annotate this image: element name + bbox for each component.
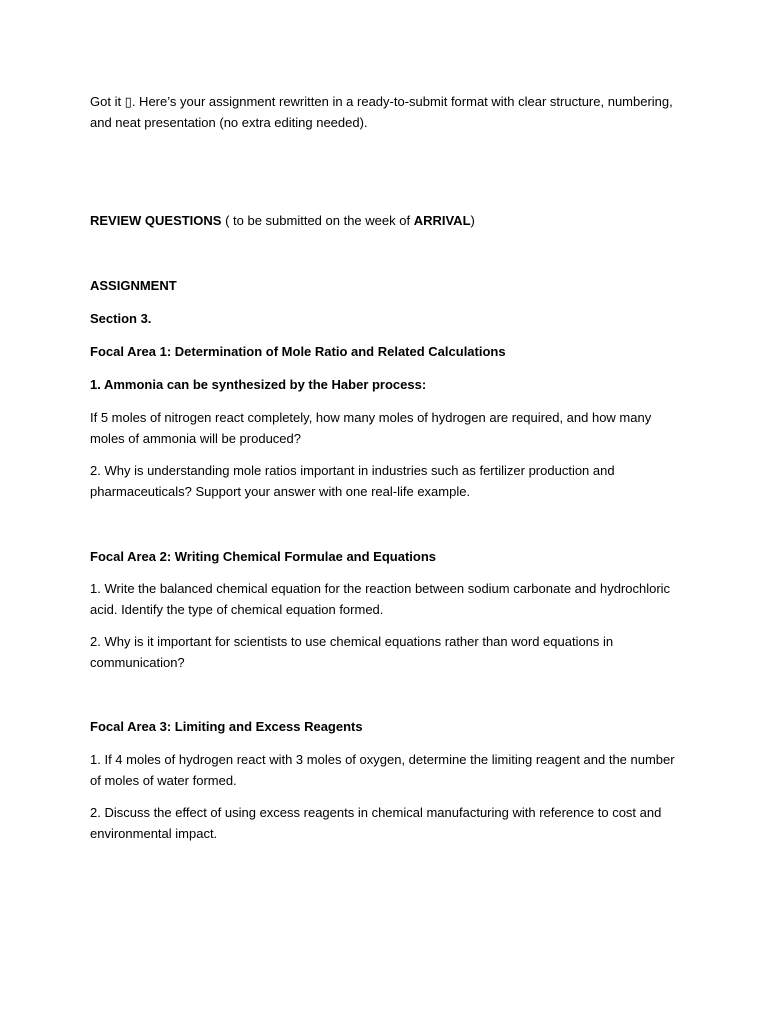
focal-area-2-question-1 — [90, 579, 680, 620]
arrival-word: ARRIVAL — [413, 213, 471, 228]
question-line: pharmaceuticals? Support your answer with one real-life example. — [90, 483, 471, 499]
question-line: 1. If 4 moles of hydrogen react with 3 moles of oxygen, determine the limiting reagent and the number — [90, 752, 675, 767]
focal-area-3-heading: Focal Area 3: Limiting and Excess Reagents — [90, 719, 363, 734]
review-questions-line — [90, 211, 680, 232]
focal-area-1-heading: Focal Area 1: Determination of Mole Ratio and Related Calculations — [90, 344, 506, 359]
question-line: 2. Why is it important for scientists to use chemical equations rather than word equations in — [90, 634, 614, 649]
question-line: of moles of water formed. — [90, 772, 237, 788]
question-line: 1. Write the balanced chemical equation for the reaction between sodium carbonate and hydrochloric — [90, 581, 671, 596]
question-line: 2. Discuss the effect of using excess reagents in chemical manufacturing with reference to cost and — [90, 805, 662, 820]
question-line: acid. Identify the type of chemical equation formed. — [90, 601, 384, 617]
assignment-heading: ASSIGNMENT — [90, 278, 177, 293]
focal-area-2-heading: Focal Area 2: Writing Chemical Formulae and Equations — [90, 549, 437, 564]
review-questions-label: REVIEW QUESTIONS — [90, 213, 222, 228]
review-close-paren: ) — [470, 213, 475, 228]
question-line: environmental impact. — [90, 825, 218, 841]
intro-line-1: Got it ▯. Here’s your assignment rewritten in a ready-to-submit format with clear structure, numbering, — [90, 94, 673, 109]
intro-paragraph — [90, 92, 680, 133]
intro-line-2: and neat presentation (no extra editing needed). — [90, 114, 368, 130]
review-questions-note: ( to be submitted on the week of — [221, 213, 414, 228]
focal-area-1-subheading: 1. Ammonia can be synthesized by the Haber process: — [90, 377, 427, 392]
focal-area-3-question-2 — [90, 803, 680, 844]
focal-area-1-question-1 — [90, 408, 680, 449]
section-heading: Section 3. — [90, 311, 152, 326]
question-line: If 5 moles of nitrogen react completely, how many moles of hydrogen are required, and how many — [90, 410, 652, 425]
focal-area-3-question-1 — [90, 750, 680, 791]
focal-area-2-question-2 — [90, 632, 680, 673]
question-line: moles of ammonia will be produced? — [90, 430, 301, 446]
question-line: communication? — [90, 654, 185, 670]
focal-area-1-question-2 — [90, 461, 680, 502]
question-line: 2. Why is understanding mole ratios important in industries such as fertilizer production and — [90, 463, 615, 478]
